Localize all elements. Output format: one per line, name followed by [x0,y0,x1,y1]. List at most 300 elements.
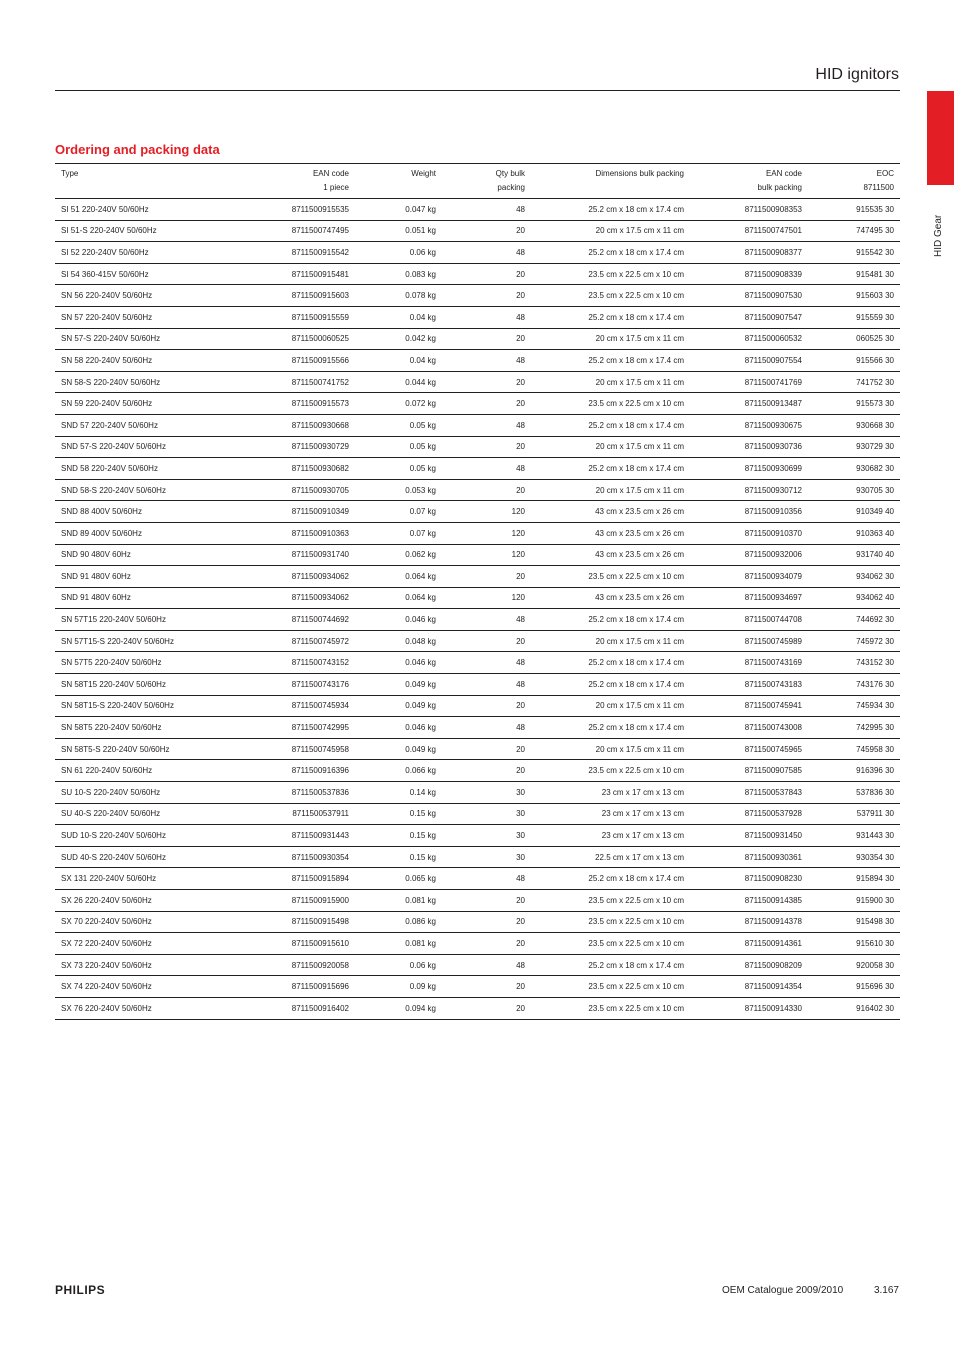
cell-ean-bulk: 8711500930675 [690,414,808,436]
cell-dims: 23.5 cm x 22.5 cm x 10 cm [531,760,690,782]
cell-type: SX 131 220-240V 50/60Hz [55,868,245,890]
cell-ean-bulk: 8711500908230 [690,868,808,890]
cell-qty: 20 [442,479,531,501]
cell-type: SN 58-S 220-240V 50/60Hz [55,371,245,393]
cell-ean-bulk: 8711500743169 [690,652,808,674]
cell-weight: 0.081 kg [355,890,442,912]
cell-qty: 30 [442,803,531,825]
cell-weight: 0.053 kg [355,479,442,501]
cell-type: SI 52 220-240V 50/60Hz [55,242,245,264]
table-row [55,220,900,242]
table-row [55,717,900,739]
cell-eoc: 915481 30 [808,263,900,285]
cell-dims: 23.5 cm x 22.5 cm x 10 cm [531,393,690,415]
header-rule [55,90,900,91]
table-row [55,501,900,523]
table-row [55,868,900,890]
cell-ean: 8711500060525 [245,328,355,350]
cell-type: SI 51-S 220-240V 50/60Hz [55,220,245,242]
cell-dims: 23.5 cm x 22.5 cm x 10 cm [531,997,690,1019]
cell-ean: 8711500915900 [245,890,355,912]
cell-ean: 8711500916402 [245,997,355,1019]
table-row [55,674,900,696]
section-color-tab [927,91,954,185]
cell-qty: 20 [442,890,531,912]
cell-eoc: 915542 30 [808,242,900,264]
cell-ean: 8711500915559 [245,306,355,328]
cell-qty: 30 [442,825,531,847]
table-row [55,803,900,825]
cell-eoc: 931443 30 [808,825,900,847]
cell-dims: 43 cm x 23.5 cm x 26 cm [531,587,690,609]
cell-ean-bulk: 8711500914361 [690,933,808,955]
table-row [55,285,900,307]
cell-weight: 0.05 kg [355,436,442,458]
col-header-type: Type [55,164,245,199]
cell-ean: 8711500745934 [245,695,355,717]
cell-ean-bulk: 8711500914378 [690,911,808,933]
cell-eoc: 537836 30 [808,782,900,804]
cell-qty: 20 [442,371,531,393]
cell-weight: 0.04 kg [355,306,442,328]
cell-type: SND 90 480V 60Hz [55,544,245,566]
table-row [55,630,900,652]
cell-ean-bulk: 8711500743008 [690,717,808,739]
cell-ean-bulk: 8711500745941 [690,695,808,717]
cell-ean: 8711500931740 [245,544,355,566]
cell-weight: 0.15 kg [355,846,442,868]
cell-qty: 48 [442,242,531,264]
table-row [55,458,900,480]
cell-ean: 8711500745958 [245,738,355,760]
cell-weight: 0.049 kg [355,674,442,696]
table-row [55,652,900,674]
cell-ean-bulk: 8711500745965 [690,738,808,760]
cell-eoc: 915696 30 [808,976,900,998]
cell-dims: 23.5 cm x 22.5 cm x 10 cm [531,263,690,285]
cell-type: SI 54 360-415V 50/60Hz [55,263,245,285]
cell-weight: 0.081 kg [355,933,442,955]
cell-ean-bulk: 8711500908339 [690,263,808,285]
cell-weight: 0.15 kg [355,825,442,847]
table-row [55,846,900,868]
cell-dims: 23.5 cm x 22.5 cm x 10 cm [531,285,690,307]
col-header-eoc: EOC 8711500 [808,164,900,199]
cell-ean-bulk: 8711500934697 [690,587,808,609]
cell-ean-bulk: 8711500743183 [690,674,808,696]
cell-qty: 20 [442,263,531,285]
cell-ean: 8711500916396 [245,760,355,782]
cell-weight: 0.086 kg [355,911,442,933]
cell-ean-bulk: 8711500930699 [690,458,808,480]
cell-qty: 48 [442,609,531,631]
cell-type: SN 57-S 220-240V 50/60Hz [55,328,245,350]
col-header-dims: Dimensions bulk packing [531,164,690,199]
cell-eoc: 930682 30 [808,458,900,480]
table-row [55,954,900,976]
cell-dims: 23 cm x 17 cm x 13 cm [531,782,690,804]
cell-ean: 8711500915696 [245,976,355,998]
cell-qty: 20 [442,630,531,652]
cell-dims: 43 cm x 23.5 cm x 26 cm [531,522,690,544]
cell-ean: 8711500741752 [245,371,355,393]
cell-dims: 25.2 cm x 18 cm x 17.4 cm [531,954,690,976]
cell-type: SND 57-S 220-240V 50/60Hz [55,436,245,458]
table-row [55,544,900,566]
cell-dims: 25.2 cm x 18 cm x 17.4 cm [531,717,690,739]
cell-eoc: 920058 30 [808,954,900,976]
cell-ean-bulk: 8711500910370 [690,522,808,544]
cell-eoc: 916396 30 [808,760,900,782]
cell-type: SND 88 400V 50/60Hz [55,501,245,523]
cell-qty: 48 [442,954,531,976]
cell-type: SN 57T15-S 220-240V 50/60Hz [55,630,245,652]
cell-ean-bulk: 8711500537928 [690,803,808,825]
cell-ean: 8711500930729 [245,436,355,458]
cell-ean: 8711500910349 [245,501,355,523]
cell-eoc: 743176 30 [808,674,900,696]
cell-ean: 8711500915603 [245,285,355,307]
cell-eoc: 930354 30 [808,846,900,868]
cell-weight: 0.049 kg [355,738,442,760]
cell-dims: 25.2 cm x 18 cm x 17.4 cm [531,868,690,890]
ordering-table [55,163,900,1020]
cell-ean: 8711500744692 [245,609,355,631]
table-row [55,911,900,933]
cell-qty: 20 [442,436,531,458]
cell-eoc: 060525 30 [808,328,900,350]
cell-eoc: 930729 30 [808,436,900,458]
cell-eoc: 915610 30 [808,933,900,955]
cell-qty: 20 [442,285,531,307]
cell-ean: 8711500910363 [245,522,355,544]
table-row [55,609,900,631]
cell-weight: 0.049 kg [355,695,442,717]
cell-weight: 0.044 kg [355,371,442,393]
cell-qty: 120 [442,587,531,609]
cell-ean-bulk: 8711500907530 [690,285,808,307]
cell-ean: 8711500930705 [245,479,355,501]
cell-eoc: 931740 40 [808,544,900,566]
cell-weight: 0.064 kg [355,566,442,588]
cell-dims: 23.5 cm x 22.5 cm x 10 cm [531,933,690,955]
cell-qty: 30 [442,782,531,804]
table-row [55,199,900,221]
cell-ean-bulk: 8711500908353 [690,199,808,221]
cell-type: SND 58 220-240V 50/60Hz [55,458,245,480]
cell-qty: 48 [442,414,531,436]
cell-qty: 20 [442,997,531,1019]
cell-eoc: 743152 30 [808,652,900,674]
cell-ean-bulk: 8711500930736 [690,436,808,458]
col-header-qty: Qty bulk packing [442,164,531,199]
cell-type: SND 91 480V 60Hz [55,587,245,609]
table-row [55,242,900,264]
footer-catalogue: OEM Catalogue 2009/2010 [722,1285,844,1296]
cell-ean-bulk: 8711500931450 [690,825,808,847]
cell-weight: 0.051 kg [355,220,442,242]
table-row [55,371,900,393]
cell-type: SN 58T5-S 220-240V 50/60Hz [55,738,245,760]
cell-qty: 30 [442,846,531,868]
cell-eoc: 741752 30 [808,371,900,393]
cell-weight: 0.04 kg [355,350,442,372]
cell-dims: 23.5 cm x 22.5 cm x 10 cm [531,566,690,588]
cell-ean: 8711500920058 [245,954,355,976]
cell-dims: 25.2 cm x 18 cm x 17.4 cm [531,609,690,631]
cell-qty: 120 [442,522,531,544]
cell-eoc: 915573 30 [808,393,900,415]
cell-dims: 25.2 cm x 18 cm x 17.4 cm [531,306,690,328]
cell-qty: 48 [442,674,531,696]
cell-ean-bulk: 8711500914330 [690,997,808,1019]
cell-weight: 0.062 kg [355,544,442,566]
cell-ean-bulk: 8711500744708 [690,609,808,631]
cell-type: SU 10-S 220-240V 50/60Hz [55,782,245,804]
cell-weight: 0.065 kg [355,868,442,890]
cell-ean: 8711500931443 [245,825,355,847]
table-row [55,566,900,588]
cell-type: SN 61 220-240V 50/60Hz [55,760,245,782]
cell-type: SND 89 400V 50/60Hz [55,522,245,544]
table-row [55,825,900,847]
cell-ean-bulk: 8711500060532 [690,328,808,350]
cell-eoc: 930705 30 [808,479,900,501]
cell-dims: 23 cm x 17 cm x 13 cm [531,803,690,825]
cell-weight: 0.094 kg [355,997,442,1019]
cell-eoc: 537911 30 [808,803,900,825]
cell-ean-bulk: 8711500741769 [690,371,808,393]
cell-ean-bulk: 8711500910356 [690,501,808,523]
col-header-ean-bulk: EAN code bulk packing [690,164,808,199]
cell-qty: 48 [442,199,531,221]
cell-dims: 25.2 cm x 18 cm x 17.4 cm [531,674,690,696]
cell-weight: 0.066 kg [355,760,442,782]
table-body [55,199,900,1020]
cell-ean-bulk: 8711500907547 [690,306,808,328]
cell-eoc: 934062 30 [808,566,900,588]
cell-qty: 48 [442,717,531,739]
cell-qty: 48 [442,306,531,328]
table-row [55,695,900,717]
table-row [55,997,900,1019]
cell-qty: 20 [442,220,531,242]
cell-ean: 8711500742995 [245,717,355,739]
cell-eoc: 915498 30 [808,911,900,933]
table-row [55,414,900,436]
cell-type: SN 59 220-240V 50/60Hz [55,393,245,415]
cell-type: SN 58T15 220-240V 50/60Hz [55,674,245,696]
cell-type: SN 57T15 220-240V 50/60Hz [55,609,245,631]
cell-ean: 8711500915566 [245,350,355,372]
table-row [55,263,900,285]
cell-qty: 20 [442,328,531,350]
table-row [55,890,900,912]
cell-ean-bulk: 8711500914354 [690,976,808,998]
cell-eoc: 915900 30 [808,890,900,912]
table-row [55,393,900,415]
cell-type: SX 26 220-240V 50/60Hz [55,890,245,912]
cell-type: SN 58T5 220-240V 50/60Hz [55,717,245,739]
cell-type: SX 73 220-240V 50/60Hz [55,954,245,976]
table-row [55,738,900,760]
cell-type: SUD 40-S 220-240V 50/60Hz [55,846,245,868]
cell-qty: 20 [442,695,531,717]
cell-eoc: 910349 40 [808,501,900,523]
cell-dims: 20 cm x 17.5 cm x 11 cm [531,220,690,242]
cell-weight: 0.046 kg [355,652,442,674]
cell-eoc: 745958 30 [808,738,900,760]
cell-eoc: 745934 30 [808,695,900,717]
cell-ean-bulk: 8711500934079 [690,566,808,588]
cell-qty: 20 [442,760,531,782]
cell-qty: 20 [442,933,531,955]
cell-weight: 0.064 kg [355,587,442,609]
cell-dims: 25.2 cm x 18 cm x 17.4 cm [531,242,690,264]
cell-type: SN 56 220-240V 50/60Hz [55,285,245,307]
cell-eoc: 915894 30 [808,868,900,890]
cell-qty: 48 [442,652,531,674]
cell-type: SX 74 220-240V 50/60Hz [55,976,245,998]
cell-qty: 20 [442,393,531,415]
cell-qty: 120 [442,501,531,523]
cell-ean: 8711500934062 [245,566,355,588]
cell-eoc: 910363 40 [808,522,900,544]
cell-dims: 20 cm x 17.5 cm x 11 cm [531,328,690,350]
cell-dims: 25.2 cm x 18 cm x 17.4 cm [531,350,690,372]
cell-eoc: 744692 30 [808,609,900,631]
table-row [55,306,900,328]
cell-type: SN 58T15-S 220-240V 50/60Hz [55,695,245,717]
cell-type: SX 72 220-240V 50/60Hz [55,933,245,955]
cell-ean-bulk: 8711500930712 [690,479,808,501]
cell-dims: 23.5 cm x 22.5 cm x 10 cm [531,890,690,912]
cell-eoc: 915566 30 [808,350,900,372]
cell-qty: 48 [442,868,531,890]
cell-type: SI 51 220-240V 50/60Hz [55,199,245,221]
cell-dims: 22.5 cm x 17 cm x 13 cm [531,846,690,868]
cell-weight: 0.09 kg [355,976,442,998]
cell-ean-bulk: 8711500908209 [690,954,808,976]
cell-qty: 20 [442,738,531,760]
cell-weight: 0.078 kg [355,285,442,307]
cell-ean-bulk: 8711500932006 [690,544,808,566]
cell-ean: 8711500915535 [245,199,355,221]
cell-weight: 0.047 kg [355,199,442,221]
table-row [55,976,900,998]
table-row [55,350,900,372]
cell-ean: 8711500743152 [245,652,355,674]
cell-weight: 0.14 kg [355,782,442,804]
table-row [55,587,900,609]
cell-qty: 120 [442,544,531,566]
cell-weight: 0.06 kg [355,242,442,264]
cell-ean: 8711500915894 [245,868,355,890]
cell-ean: 8711500537836 [245,782,355,804]
table-row [55,328,900,350]
cell-weight: 0.05 kg [355,458,442,480]
cell-eoc: 915603 30 [808,285,900,307]
page-title: HID ignitors [815,66,899,83]
cell-type: SU 40-S 220-240V 50/60Hz [55,803,245,825]
cell-type: SN 57 220-240V 50/60Hz [55,306,245,328]
philips-logo: PHILIPS [55,1283,106,1297]
col-header-ean: EAN code 1 piece [245,164,355,199]
footer-page-number: 3.167 [873,1285,899,1296]
cell-ean-bulk: 8711500907585 [690,760,808,782]
cell-eoc: 747495 30 [808,220,900,242]
table-header-row [55,164,900,199]
cell-ean-bulk: 8711500913487 [690,393,808,415]
cell-ean: 8711500915481 [245,263,355,285]
cell-eoc: 934062 40 [808,587,900,609]
cell-dims: 43 cm x 23.5 cm x 26 cm [531,501,690,523]
cell-dims: 20 cm x 17.5 cm x 11 cm [531,436,690,458]
cell-type: SUD 10-S 220-240V 50/60Hz [55,825,245,847]
cell-eoc: 930668 30 [808,414,900,436]
cell-weight: 0.15 kg [355,803,442,825]
cell-dims: 25.2 cm x 18 cm x 17.4 cm [531,414,690,436]
cell-ean: 8711500747495 [245,220,355,242]
cell-qty: 20 [442,976,531,998]
cell-ean: 8711500743176 [245,674,355,696]
cell-ean-bulk: 8711500914385 [690,890,808,912]
cell-type: SND 58-S 220-240V 50/60Hz [55,479,245,501]
cell-dims: 25.2 cm x 18 cm x 17.4 cm [531,199,690,221]
cell-qty: 20 [442,911,531,933]
cell-dims: 23.5 cm x 22.5 cm x 10 cm [531,911,690,933]
cell-type: SN 58 220-240V 50/60Hz [55,350,245,372]
cell-type: SX 70 220-240V 50/60Hz [55,911,245,933]
table-row [55,782,900,804]
cell-dims: 20 cm x 17.5 cm x 11 cm [531,695,690,717]
cell-ean: 8711500915542 [245,242,355,264]
cell-qty: 48 [442,458,531,480]
cell-ean: 8711500745972 [245,630,355,652]
cell-ean-bulk: 8711500745989 [690,630,808,652]
table-row [55,479,900,501]
cell-ean-bulk: 8711500908377 [690,242,808,264]
col-header-weight: Weight [355,164,442,199]
cell-type: SND 91 480V 60Hz [55,566,245,588]
cell-weight: 0.048 kg [355,630,442,652]
cell-eoc: 742995 30 [808,717,900,739]
cell-ean-bulk: 8711500907554 [690,350,808,372]
cell-type: SN 57T5 220-240V 50/60Hz [55,652,245,674]
cell-dims: 20 cm x 17.5 cm x 11 cm [531,738,690,760]
cell-ean: 8711500930682 [245,458,355,480]
cell-eoc: 915559 30 [808,306,900,328]
cell-ean-bulk: 8711500537843 [690,782,808,804]
cell-weight: 0.046 kg [355,717,442,739]
cell-dims: 20 cm x 17.5 cm x 11 cm [531,371,690,393]
cell-weight: 0.07 kg [355,522,442,544]
cell-ean: 8711500537911 [245,803,355,825]
cell-dims: 20 cm x 17.5 cm x 11 cm [531,630,690,652]
cell-dims: 23 cm x 17 cm x 13 cm [531,825,690,847]
cell-weight: 0.042 kg [355,328,442,350]
cell-weight: 0.06 kg [355,954,442,976]
section-title: Ordering and packing data [55,142,220,157]
cell-ean: 8711500915498 [245,911,355,933]
cell-ean: 8711500915610 [245,933,355,955]
side-section-label: HID Gear [933,214,944,257]
cell-ean: 8711500915573 [245,393,355,415]
cell-type: SX 76 220-240V 50/60Hz [55,997,245,1019]
table-row [55,933,900,955]
cell-eoc: 745972 30 [808,630,900,652]
table-row [55,436,900,458]
